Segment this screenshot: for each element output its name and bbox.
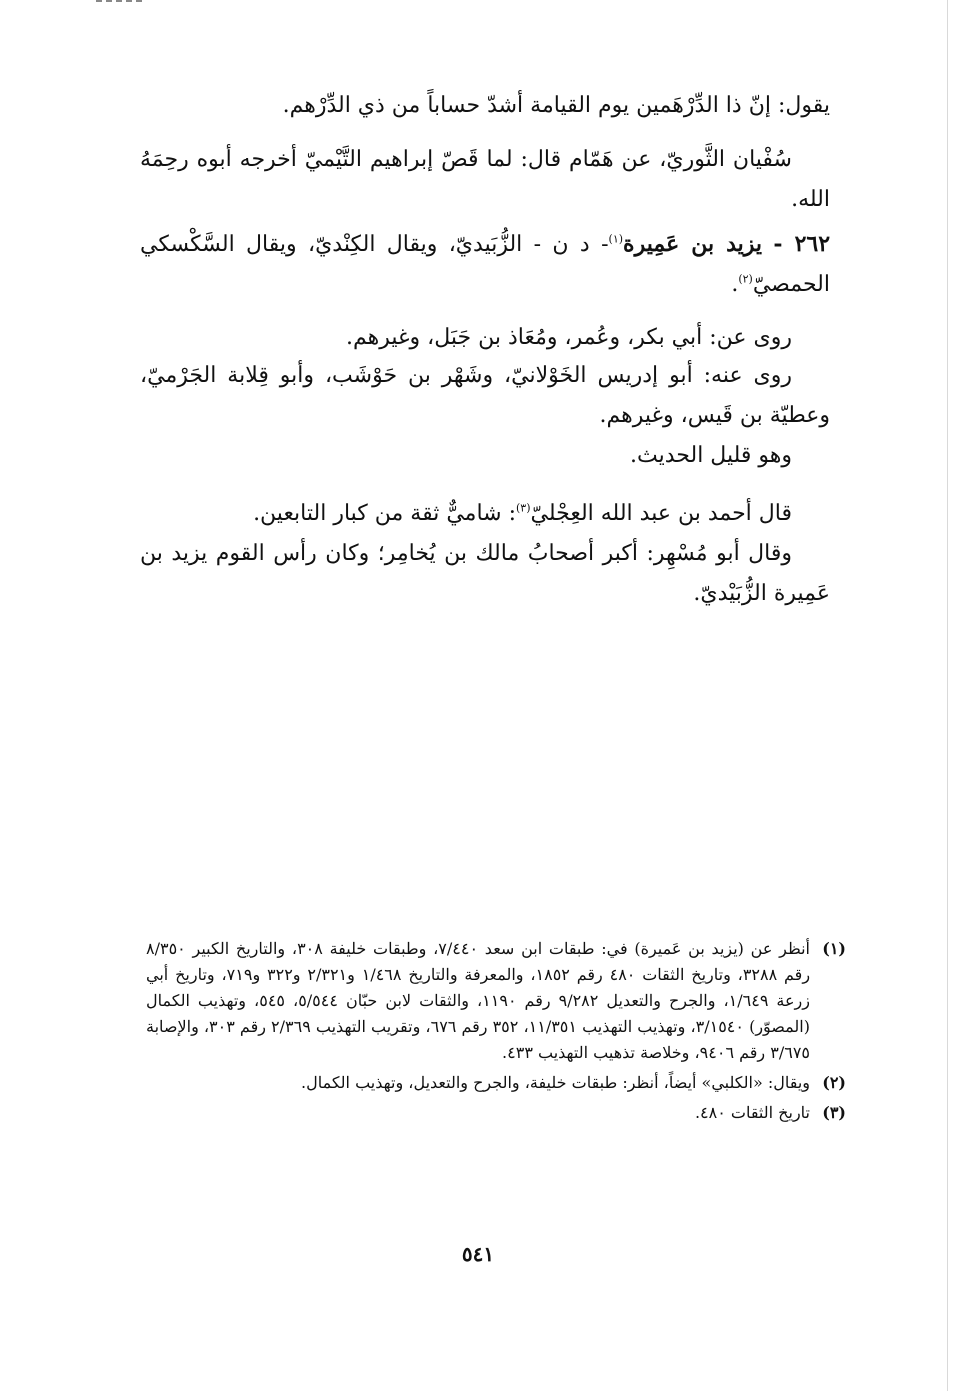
ijli-text: قال أحمد بن عبد الله العِجْليّ bbox=[530, 501, 792, 526]
footnote-ref-3: (٣) bbox=[516, 501, 531, 515]
paragraph-sufyan: سُفْيان الثَّوريّ، عن هَمّام قال: لما قَصّ إبراهيم التَّيْميّ أخرجه أبوه رحِمَهُ الله. bbox=[140, 147, 830, 212]
footnote-1-number: (١) bbox=[822, 939, 846, 958]
paragraph-abu-mushir: وقال أبو مُسْهِر: أكبر أصحابُ مالك بن يُخامِر؛ وكان رأس القوم يزيد بن عَمِيرة الزُّبَيْديّ. bbox=[140, 541, 830, 606]
scan-corner-mark bbox=[96, 0, 142, 6]
entry-lineage: - د ن - الزُّبَيديّ، ويقال الكِنْديّ، ويقال السَّكْسكي الحمصيّ bbox=[140, 232, 830, 297]
footnote-ref-1: (١) bbox=[608, 232, 624, 246]
footnote-1-text: أنظر عن (يزيد بن عَميرة) في: طبقات ابن سعد ٧/٤٤٠، وطبقات خليفة ٣٠٨، والتاريخ الكبير ٨/٣٥٠ رقم ٣٢٨٨، وتاريخ الثقات ٤٨٠ رقم ١٨٥٢، والمعرفة والتاريخ ١/٤٦٨ و٢/٣٢١ و٣٢٢ و٧١٩، وتاريخ أبي زرعة ١/٦٤٩، والجرح والتعديل ٩/٢٨٢ رقم ١١٩٠، والثقات لابن حبّان ٥/٥٤٤، ٥٤٥، وتهذيب الكمال (المصوّر) ٣/١٥٤٠، وتهذيب التهذيب ١١/٣٥١، ٣٥٢ رقم ٦٧٦، وتقريب التهذيب ٢/٣٦٩ رقم ٣٠٣، والإصابة ٣/٦٧٥ رقم ٩٤٠٦، وخلاصة تذهيب التهذيب ٤٣٣. bbox=[146, 939, 811, 1062]
entry-end: . bbox=[731, 272, 739, 297]
paragraph-narrated-by: روى عنه: أبو إدريس الخَوْلانيّ، وشَهْر بن حَوْشَب، وأبو قِلابة الجَرْميّ، وعطيّة بن قَيس، وغيرهم. bbox=[140, 363, 830, 428]
ijli-verdict: : شاميٌّ ثقة من كبار التابعين. bbox=[253, 501, 516, 526]
footnote-1 bbox=[146, 936, 846, 1066]
footnote-3-text: تاريخ الثقات ٤٨٠. bbox=[694, 1103, 810, 1122]
footnotes bbox=[146, 936, 846, 1130]
footnote-3 bbox=[146, 1100, 846, 1126]
paragraph-hadith-note: وهو قليل الحديث. bbox=[630, 443, 792, 468]
paragraph-ijli bbox=[140, 494, 830, 534]
footnote-2 bbox=[146, 1070, 846, 1096]
entry-name: يزيد بن عَمِيرة bbox=[623, 231, 763, 257]
footnote-2-number: (٢) bbox=[822, 1073, 846, 1092]
page-edge-line bbox=[947, 0, 948, 1391]
paragraph-quote: يقول: إنّ ذا الدِّرْهَمين يوم القيامة أشدّ حساباً من ذي الدِّرْهم. bbox=[282, 93, 830, 118]
page-number: ٥٤١ bbox=[461, 1242, 495, 1266]
footnote-3-number: (٣) bbox=[822, 1103, 846, 1122]
entry-heading bbox=[140, 224, 830, 305]
paragraph-narrated-from: روى عن: أبي بكر، وعُمر، ومُعَاذ بن جَبَل، وغيرهم. bbox=[345, 325, 792, 350]
footnote-ref-2: (٢) bbox=[738, 272, 753, 286]
footnote-2-text: ويقال: «الكلبي» أيضاً، أنظر: طبقات خليفة، والجرح والتعديل، وتهذيب الكمال. bbox=[301, 1073, 810, 1092]
entry-number: ٢٦٢ - bbox=[773, 231, 831, 257]
